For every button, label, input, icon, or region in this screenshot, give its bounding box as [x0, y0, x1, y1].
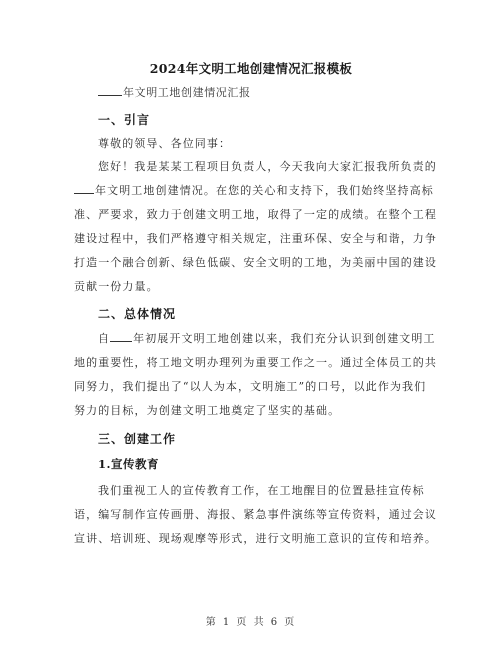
- section-heading-work: 三、创建工作: [98, 432, 177, 446]
- work-line-1: 我们重视工人的宣传教育工作，在工地醒目的位置悬挂宣传标: [98, 484, 425, 497]
- intro-line-4: 建设过程中，我们严格遵守相关规定，注重环保、安全与和谐，力争: [74, 232, 437, 245]
- intro-line-6: 贡献一份力量。: [74, 280, 159, 293]
- document-title: 2024年文明工地创建情况汇报模板: [149, 61, 353, 76]
- page-footer: 第 1 页 共 6 页: [205, 617, 297, 628]
- intro-line-5: 打造一个融合创新、绿色低碳、安全文明的工地，为美丽中国的建设: [74, 256, 437, 269]
- work-line-3: 宣讲、培训班、现场观摩等形式，进行文明施工意识的宣传和培养。: [74, 532, 437, 545]
- subheading-publicity: 1.宣传教育: [98, 457, 160, 471]
- blank-underline: [98, 84, 122, 96]
- intro-line-1: 您好！我是某某工程项目负责人，今天我向大家汇报我所负责的: [98, 160, 437, 173]
- work-line-2: 语，编写制作宣传画册、海报、紧急事件演练等宣传资料，通过会议: [74, 508, 437, 521]
- salutation: 尊敬的领导、各位同事：: [98, 137, 232, 150]
- section-heading-intro: 一、引言: [98, 113, 151, 127]
- overview-line-3: 同努力，我们提出了“以人为本，文明施工”的口号，以此作为我们: [74, 380, 427, 393]
- overview-line-2: 地的重要性，将工地文明办理列为重要工作之一。通过全体员工的共: [74, 356, 437, 369]
- document-subtitle: [98, 84, 251, 100]
- subtitle-text: 年文明工地创建情况汇报: [123, 86, 251, 99]
- blank-underline: [74, 182, 94, 194]
- section-heading-overview: 二、总体情况: [98, 307, 177, 321]
- intro-line-2: 年文明工地创建情况。在您的关心和支持下，我们始终坚持高标: [74, 182, 434, 198]
- overview-line-4: 努力的目标，为创建文明工地奠定了坚实的基础。: [74, 404, 341, 417]
- intro-line-3: 准、严要求，致力于创建文明工地，取得了一定的成绩。在整个工程: [74, 208, 437, 221]
- overview-line-1: 自 年初展开文明工地创建以来，我们充分认识到创建文明工: [98, 332, 436, 345]
- blank-underline: [110, 330, 132, 342]
